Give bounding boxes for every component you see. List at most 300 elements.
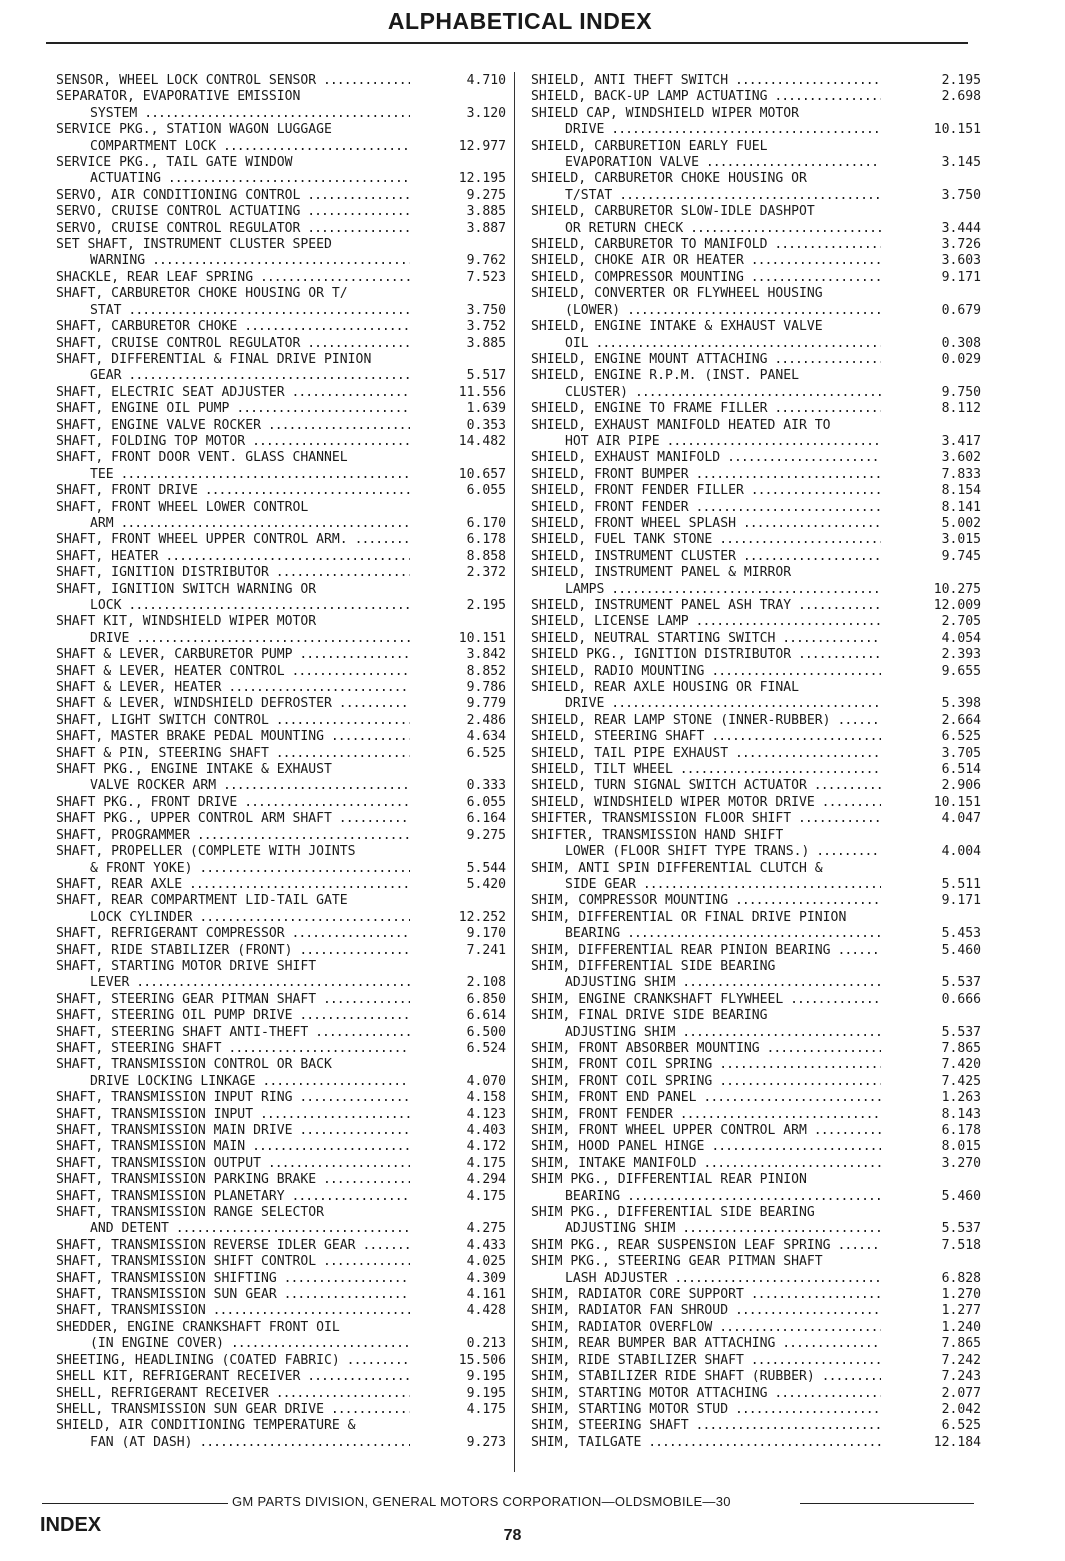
entry-label: SHIM, COMPRESSOR MOUNTING ..... — [531, 893, 881, 909]
index-entry — [56, 680, 506, 696]
entry-page-reference: 0.666 — [941, 991, 981, 1007]
index-entry — [531, 139, 981, 172]
entry-label: SHIELD, RADIO MOUNTING ..... — [531, 664, 881, 680]
entry-label: SHAFT, FRONT DOOR VENT. GLASS CHANNEL — [56, 450, 348, 466]
entry-page-reference: 6.178 — [941, 1123, 981, 1138]
entry-page-reference: 4.123 — [466, 1106, 506, 1122]
entry-page-reference: 3.145 — [941, 155, 981, 171]
entry-page-reference: 11.556 — [458, 384, 506, 400]
entry-page-reference: 3.750 — [466, 302, 506, 318]
entry-page-reference: 3.752 — [466, 319, 506, 335]
index-entry — [531, 680, 981, 713]
index-entry — [531, 795, 981, 811]
index-entry — [531, 1303, 981, 1319]
entry-page-reference: 4.294 — [466, 1172, 506, 1188]
footer-division-text: GM PARTS DIVISION, GENERAL MOTORS CORPORATION—OLDSMOBILE—30 — [232, 1494, 731, 1509]
entry-label: SHIM, STEERING SHAFT ..... — [531, 1418, 881, 1434]
entry-page-reference: 8.154 — [941, 483, 981, 499]
entry-page-reference: 3.270 — [941, 1155, 981, 1171]
entry-label: SHAFT, HEATER ..... — [56, 549, 410, 565]
entry-label: SHAFT, REAR AXLE ..... — [56, 877, 410, 893]
entry-label: SHIM, RADIATOR OVERFLOW ..... — [531, 1320, 881, 1336]
entry-page-reference: 3.417 — [941, 433, 981, 449]
entry-page-reference: 6.055 — [466, 483, 506, 499]
index-entry — [531, 1057, 981, 1073]
index-entry — [56, 729, 506, 745]
entry-label: SHAFT, REAR COMPARTMENT LID-TAIL GATE — [56, 893, 348, 909]
entry-label: SHAFT, STEERING SHAFT ANTI-THEFT ..... — [56, 1025, 410, 1041]
entry-label: SHIELD PKG., IGNITION DISTRIBUTOR ..... — [531, 647, 881, 663]
entry-label: SHIELD, CARBURETION EARLY FUEL — [531, 138, 768, 154]
index-entry — [531, 1320, 981, 1336]
entry-label-continuation: OR RETURN CHECK ..... — [531, 221, 881, 237]
entry-label: SHIM, ENGINE CRANKSHAFT FLYWHEEL ..... — [531, 992, 881, 1008]
entry-label: SHIM, DIFFERENTIAL SIDE BEARING — [531, 958, 776, 974]
index-entry — [531, 270, 981, 286]
entry-label: SHIELD, AIR CONDITIONING TEMPERATURE & — [56, 1418, 356, 1434]
entry-label: SHELL, TRANSMISSION SUN GEAR DRIVE ..... — [56, 1402, 410, 1418]
entry-label: SHAFT, TRANSMISSION PARKING BRAKE ..... — [56, 1172, 410, 1188]
entry-label: SHIELD, ENGINE R.P.M. (INST. PANEL — [531, 368, 800, 384]
entry-label: SHAFT, TRANSMISSION INPUT RING ..... — [56, 1090, 410, 1106]
entry-page-reference: 5.537 — [941, 1024, 981, 1040]
entry-label: SHIM, FRONT WHEEL UPPER CONTROL ARM ..... — [531, 1123, 881, 1139]
index-entry — [56, 582, 506, 615]
index-entry — [56, 1271, 506, 1287]
entry-label: SHAFT, ENGINE OIL PUMP ..... — [56, 401, 410, 417]
entry-page-reference: 2.486 — [466, 712, 506, 728]
entry-page-reference: 6.850 — [466, 991, 506, 1007]
index-entry — [56, 811, 506, 827]
entry-page-reference: 6.500 — [466, 1024, 506, 1040]
index-entry — [531, 368, 981, 401]
entry-label: SHIELD, TILT WHEEL ..... — [531, 762, 881, 778]
entry-label-continuation: LOWER (FLOOR SHIFT TYPE TRANS.) ..... — [531, 844, 881, 860]
entry-label: SHIELD, CARBURETOR TO MANIFOLD ..... — [531, 237, 881, 253]
entry-page-reference: 7.242 — [941, 1352, 981, 1368]
index-entry — [56, 1123, 506, 1139]
entry-page-reference: 7.523 — [466, 269, 506, 285]
entry-label: SERVO, CRUISE CONTROL REGULATOR ..... — [56, 221, 410, 237]
index-entry — [531, 762, 981, 778]
entry-page-reference: 3.444 — [941, 220, 981, 236]
index-entry — [56, 155, 506, 188]
index-entry — [531, 1287, 981, 1303]
entry-label-continuation: LEVER ..... — [56, 975, 410, 991]
entry-label: SHAFT, FRONT DRIVE ..... — [56, 483, 410, 499]
entry-label: SHAFT, TRANSMISSION MAIN ..... — [56, 1139, 410, 1155]
entry-label: SHAFT, IGNITION DISTRIBUTOR ..... — [56, 565, 410, 581]
entry-page-reference: 3.750 — [941, 187, 981, 203]
entry-label: SHAFT & LEVER, HEATER CONTROL ..... — [56, 664, 410, 680]
index-entry — [531, 910, 981, 943]
entry-page-reference: 5.398 — [941, 696, 981, 712]
entry-label: SHIELD, CHOKE AIR OR HEATER ..... — [531, 253, 881, 269]
entry-label: SHELL KIT, REFRIGERANT RECEIVER ..... — [56, 1369, 410, 1385]
entry-label: SHAFT, FRONT WHEEL UPPER CONTROL ARM. ..... — [56, 532, 410, 548]
entry-label: SHIELD, EXHAUST MANIFOLD ..... — [531, 450, 881, 466]
entry-label: SENSOR, WHEEL LOCK CONTROL SENSOR ..... — [56, 73, 410, 89]
entry-page-reference: 10.151 — [933, 794, 981, 810]
entry-label: SHIELD, BACK-UP LAMP ACTUATING ..... — [531, 89, 881, 105]
index-entry — [56, 450, 506, 483]
entry-label: SHIM PKG., DIFFERENTIAL REAR PINION — [531, 1172, 807, 1188]
index-entry — [56, 1008, 506, 1024]
entry-page-reference: 12.195 — [458, 171, 506, 187]
entry-page-reference: 4.175 — [466, 1188, 506, 1204]
entry-page-reference: 6.524 — [466, 1040, 506, 1056]
index-entry — [56, 943, 506, 959]
entry-label-continuation: BEARING ..... — [531, 926, 881, 942]
entry-page-reference: 14.482 — [458, 433, 506, 449]
index-entry — [56, 549, 506, 565]
entry-page-reference: 4.158 — [466, 1090, 506, 1106]
index-entry — [531, 401, 981, 417]
index-entry — [531, 992, 981, 1008]
entry-page-reference: 10.275 — [933, 581, 981, 597]
entry-page-reference: 9.195 — [466, 1369, 506, 1385]
entry-label: SHAFT, FOLDING TOP MOTOR ..... — [56, 434, 410, 450]
index-entry — [531, 746, 981, 762]
index-entry — [531, 1123, 981, 1139]
entry-label: SHIM, FRONT ABSORBER MOUNTING ..... — [531, 1041, 881, 1057]
entry-label: SHIELD, ENGINE TO FRAME FILLER ..... — [531, 401, 881, 417]
entry-label: SHACKLE, REAR LEAF SPRING ..... — [56, 270, 410, 286]
index-entry — [56, 1205, 506, 1238]
entry-label: SHIELD, COMPRESSOR MOUNTING ..... — [531, 270, 881, 286]
entry-label: SHAFT & PIN, STEERING SHAFT ..... — [56, 746, 410, 762]
index-column-right — [531, 73, 981, 1451]
index-entry — [531, 89, 981, 105]
entry-page-reference: 9.275 — [466, 827, 506, 843]
entry-label-continuation: T/STAT ..... — [531, 188, 881, 204]
entry-label: SHAFT & LEVER, CARBURETOR PUMP ..... — [56, 647, 410, 663]
entry-label: SHIELD, TURN SIGNAL SWITCH ACTUATOR ..... — [531, 778, 881, 794]
entry-page-reference: 4.047 — [941, 811, 981, 827]
entry-page-reference: 0.308 — [941, 335, 981, 351]
entry-page-reference: 12.184 — [933, 1434, 981, 1450]
entry-page-reference: 3.887 — [466, 220, 506, 236]
index-column-left — [56, 73, 506, 1451]
entry-page-reference: 0.353 — [466, 417, 506, 433]
index-entry — [531, 204, 981, 237]
index-entry — [531, 1156, 981, 1172]
entry-label: SHIELD, CARBURETOR CHOKE HOUSING OR — [531, 171, 807, 187]
entry-label: SHIM PKG., DIFFERENTIAL SIDE BEARING — [531, 1205, 815, 1221]
entry-label-continuation: LASH ADJUSTER ..... — [531, 1271, 881, 1287]
index-entry — [56, 319, 506, 335]
index-entry — [531, 598, 981, 614]
index-entry — [531, 729, 981, 745]
entry-label: SHIELD CAP, WINDSHIELD WIPER MOTOR — [531, 105, 800, 121]
index-entry — [531, 1402, 981, 1418]
entry-page-reference: 3.602 — [941, 450, 981, 466]
entry-label: SHIFTER, TRANSMISSION FLOOR SHIFT ..... — [531, 811, 881, 827]
entry-label-continuation: (LOWER) ..... — [531, 303, 881, 319]
entry-label-continuation: DRIVE ..... — [531, 696, 881, 712]
entry-page-reference: 8.852 — [466, 663, 506, 679]
index-entry — [531, 549, 981, 565]
entry-page-reference: 10.657 — [458, 466, 506, 482]
index-entry — [531, 1008, 981, 1041]
index-entry — [56, 795, 506, 811]
index-entry — [56, 532, 506, 548]
entry-label-continuation: OIL ..... — [531, 336, 881, 352]
entry-page-reference: 2.077 — [941, 1385, 981, 1401]
entry-page-reference: 7.425 — [941, 1073, 981, 1089]
entry-page-reference: 4.428 — [466, 1303, 506, 1319]
entry-page-reference: 2.195 — [941, 73, 981, 88]
entry-label: SHIM, TAILGATE ..... — [531, 1435, 881, 1451]
entry-label-continuation: ADJUSTING SHIM ..... — [531, 1025, 881, 1041]
index-entry — [531, 450, 981, 466]
entry-page-reference: 3.015 — [941, 532, 981, 548]
index-entry — [56, 1139, 506, 1155]
index-entry — [531, 1418, 981, 1434]
entry-page-reference: 6.525 — [466, 745, 506, 761]
entry-page-reference: 0.213 — [466, 1336, 506, 1352]
entry-page-reference: 3.705 — [941, 745, 981, 761]
entry-label: SERVO, CRUISE CONTROL ACTUATING ..... — [56, 204, 410, 220]
entry-label: SHAFT, STEERING SHAFT ..... — [56, 1041, 410, 1057]
entry-label: SERVICE PKG., TAIL GATE WINDOW — [56, 155, 293, 171]
entry-label: SHAFT & LEVER, WINDSHIELD DEFROSTER ..... — [56, 696, 410, 712]
entry-label: SHAFT, LIGHT SWITCH CONTROL ..... — [56, 713, 410, 729]
index-entry — [531, 237, 981, 253]
index-entry — [56, 959, 506, 992]
entry-page-reference: 9.273 — [466, 1434, 506, 1450]
entry-page-reference: 0.029 — [941, 351, 981, 367]
entry-page-reference: 5.460 — [941, 1188, 981, 1204]
entry-label: SHAFT, CRUISE CONTROL REGULATOR ..... — [56, 336, 410, 352]
entry-label: SHAFT, TRANSMISSION SUN GEAR ..... — [56, 1287, 410, 1303]
entry-page-reference: 6.178 — [466, 532, 506, 548]
entry-label: SHAFT, ENGINE VALVE ROCKER ..... — [56, 418, 410, 434]
entry-page-reference: 7.865 — [941, 1040, 981, 1056]
index-entry — [531, 631, 981, 647]
column-divider — [514, 72, 515, 1472]
entry-label-continuation: (IN ENGINE COVER) ..... — [56, 1336, 410, 1352]
entry-page-reference: 4.634 — [466, 729, 506, 745]
entry-label: SHAFT, TRANSMISSION RANGE SELECTOR — [56, 1205, 325, 1221]
entry-label-continuation: SYSTEM ..... — [56, 106, 410, 122]
entry-page-reference: 6.525 — [941, 1418, 981, 1434]
entry-page-reference: 6.525 — [941, 729, 981, 745]
entry-page-reference: 6.170 — [466, 515, 506, 531]
entry-label-continuation: LOCK ..... — [56, 598, 410, 614]
section-label: INDEX — [40, 1514, 102, 1536]
index-entry — [56, 762, 506, 795]
entry-label: SHAFT, STEERING OIL PUMP DRIVE ..... — [56, 1008, 410, 1024]
entry-label: SHAFT, TRANSMISSION REVERSE IDLER GEAR ..... — [56, 1238, 410, 1254]
entry-label: SHIELD, REAR AXLE HOUSING OR FINAL — [531, 680, 800, 696]
entry-page-reference: 9.655 — [941, 663, 981, 679]
index-entry — [56, 828, 506, 844]
entry-page-reference: 3.603 — [941, 253, 981, 269]
entry-page-reference: 4.172 — [466, 1139, 506, 1155]
index-entry — [531, 614, 981, 630]
entry-page-reference: 9.745 — [941, 548, 981, 564]
index-entry — [56, 418, 506, 434]
index-entry — [56, 434, 506, 450]
index-entry — [56, 204, 506, 220]
entry-page-reference: 9.762 — [466, 253, 506, 269]
entry-label: SHELL, REFRIGERANT RECEIVER ..... — [56, 1386, 410, 1402]
entry-page-reference: 9.786 — [466, 680, 506, 696]
entry-page-reference: 2.042 — [941, 1401, 981, 1417]
entry-page-reference: 1.270 — [941, 1287, 981, 1303]
index-entry — [531, 861, 981, 894]
entry-label: SHIELD, TAIL PIPE EXHAUST ..... — [531, 746, 881, 762]
entry-page-reference: 5.460 — [941, 942, 981, 958]
entry-label-continuation: ADJUSTING SHIM ..... — [531, 975, 881, 991]
index-entry — [56, 1107, 506, 1123]
entry-label: SHIELD, FRONT BUMPER ..... — [531, 467, 881, 483]
index-entry — [56, 1189, 506, 1205]
entry-label: SHIM, FRONT COIL SPRING ..... — [531, 1074, 881, 1090]
entry-page-reference: 4.070 — [466, 1073, 506, 1089]
entry-page-reference: 4.004 — [941, 844, 981, 860]
entry-label-continuation: LOCK CYLINDER ..... — [56, 910, 410, 926]
index-entry — [56, 1369, 506, 1385]
entry-label: SHIFTER, TRANSMISSION HAND SHIFT — [531, 827, 784, 843]
entry-label: SHAFT PKG., ENGINE INTAKE & EXHAUST — [56, 762, 332, 778]
entry-label-continuation: & FRONT YOKE) ..... — [56, 861, 410, 877]
index-entry — [56, 614, 506, 647]
entry-page-reference: 1.277 — [941, 1303, 981, 1319]
index-entry — [56, 89, 506, 122]
entry-label: SHAFT, TRANSMISSION SHIFT CONTROL ..... — [56, 1254, 410, 1270]
entry-page-reference: 7.865 — [941, 1336, 981, 1352]
index-entry — [531, 73, 981, 89]
index-entry — [531, 943, 981, 959]
entry-page-reference: 8.112 — [941, 401, 981, 417]
entry-label: SHIELD, ENGINE INTAKE & EXHAUST VALVE — [531, 319, 823, 335]
entry-page-reference: 4.275 — [466, 1221, 506, 1237]
entry-label: SHIM, DIFFERENTIAL REAR PINION BEARING ..... — [531, 943, 881, 959]
entry-page-reference: 5.537 — [941, 1221, 981, 1237]
entry-label: SHIELD, NEUTRAL STARTING SWITCH ..... — [531, 631, 881, 647]
entry-label-continuation: DRIVE ..... — [56, 631, 410, 647]
index-entry — [531, 647, 981, 663]
entry-label-continuation: CLUSTER) ..... — [531, 385, 881, 401]
index-entry — [56, 286, 506, 319]
index-entry — [531, 893, 981, 909]
entry-label: SHIM, INTAKE MANIFOLD ..... — [531, 1156, 881, 1172]
entry-label-continuation: DRIVE LOCKING LINKAGE ..... — [56, 1074, 410, 1090]
entry-page-reference: 3.885 — [466, 204, 506, 220]
entry-label: SHIELD, REAR LAMP STONE (INNER-RUBBER) ..... — [531, 713, 881, 729]
index-entry — [56, 188, 506, 204]
index-entry — [531, 418, 981, 451]
entry-page-reference: 0.679 — [941, 302, 981, 318]
index-entry — [531, 1369, 981, 1385]
entry-label: SHIELD, FRONT FENDER ..... — [531, 500, 881, 516]
entry-label-continuation: TEE ..... — [56, 467, 410, 483]
entry-label: SHAFT, TRANSMISSION CONTROL OR BACK — [56, 1057, 332, 1073]
entry-label: SHIELD, ANTI THEFT SWITCH ..... — [531, 73, 881, 89]
entry-page-reference: 1.263 — [941, 1090, 981, 1106]
entry-page-reference: 8.015 — [941, 1139, 981, 1155]
entry-page-reference: 4.403 — [466, 1123, 506, 1138]
index-entry — [531, 483, 981, 499]
entry-page-reference: 2.698 — [941, 89, 981, 105]
entry-page-reference: 10.151 — [933, 122, 981, 138]
entry-page-reference: 4.161 — [466, 1287, 506, 1303]
entry-label: SHAFT, TRANSMISSION OUTPUT ..... — [56, 1156, 410, 1172]
entry-label-continuation: HOT AIR PIPE ..... — [531, 434, 881, 450]
entry-label: SHIELD, INSTRUMENT PANEL & MIRROR — [531, 565, 792, 581]
index-entry — [56, 877, 506, 893]
index-entry — [531, 500, 981, 516]
entry-page-reference: 2.195 — [466, 598, 506, 613]
entry-page-reference: 3.726 — [941, 237, 981, 253]
entry-label: SHAFT KIT, WINDSHIELD WIPER MOTOR — [56, 614, 317, 630]
index-entry — [531, 828, 981, 861]
index-entry — [56, 1041, 506, 1057]
title-rule — [46, 42, 968, 44]
entry-page-reference: 4.054 — [941, 630, 981, 646]
entry-label: SHIELD, EXHAUST MANIFOLD HEATED AIR TO — [531, 417, 831, 433]
entry-label: SHIELD, FRONT WHEEL SPLASH ..... — [531, 516, 881, 532]
entry-label: SHIM, ANTI SPIN DIFFERENTIAL CLUTCH & — [531, 860, 823, 876]
index-entry — [56, 1386, 506, 1402]
entry-label-continuation: ADJUSTING SHIM ..... — [531, 1221, 881, 1237]
entry-label: SHAFT, CARBURETOR CHOKE HOUSING OR T/ — [56, 286, 348, 302]
entry-label: SHAFT PKG., UPPER CONTROL ARM SHAFT ..... — [56, 811, 410, 827]
entry-page-reference: 5.544 — [466, 860, 506, 876]
entry-label: SHAFT, CARBURETOR CHOKE ..... — [56, 319, 410, 335]
entry-label: SHAFT, STARTING MOTOR DRIVE SHIFT — [56, 958, 317, 974]
entry-page-reference: 12.252 — [458, 909, 506, 925]
entry-page-reference: 2.906 — [941, 778, 981, 794]
index-entry — [56, 926, 506, 942]
index-entry — [531, 532, 981, 548]
entry-label-continuation: VALVE ROCKER ARM ..... — [56, 778, 410, 794]
index-entry — [531, 352, 981, 368]
index-entry — [531, 1386, 981, 1402]
index-entry — [531, 253, 981, 269]
index-entry — [531, 713, 981, 729]
entry-label: SERVICE PKG., STATION WAGON LUGGAGE — [56, 122, 332, 138]
index-entry — [531, 1435, 981, 1451]
index-entry — [56, 270, 506, 286]
entry-label: SHAFT, PROPELLER (COMPLETE WITH JOINTS — [56, 844, 356, 860]
index-entry — [531, 1353, 981, 1369]
index-entry — [531, 778, 981, 794]
index-entry — [531, 811, 981, 827]
index-entry — [56, 1090, 506, 1106]
entry-label: SHIELD, FUEL TANK STONE ..... — [531, 532, 881, 548]
entry-page-reference: 6.164 — [466, 811, 506, 827]
entry-label: SHIELD, LICENSE LAMP ..... — [531, 614, 881, 630]
page-title: ALPHABETICAL INDEX — [387, 8, 653, 34]
entry-label: SHEDDER, ENGINE CRANKSHAFT FRONT OIL — [56, 1319, 340, 1335]
entry-label: SHAFT PKG., FRONT DRIVE ..... — [56, 795, 410, 811]
index-entry — [56, 1156, 506, 1172]
entry-page-reference: 1.639 — [466, 401, 506, 417]
index-entry — [56, 1287, 506, 1303]
index-entry — [531, 1205, 981, 1238]
entry-label: SHAFT, DIFFERENTIAL & FINAL DRIVE PINION — [56, 351, 372, 367]
index-entry — [56, 1303, 506, 1319]
index-entry — [56, 73, 506, 89]
entry-page-reference: 9.750 — [941, 384, 981, 400]
entry-label: SET SHAFT, INSTRUMENT CLUSTER SPEED — [56, 237, 332, 253]
entry-page-reference: 5.002 — [941, 515, 981, 531]
index-entry — [531, 1139, 981, 1155]
page-number: 78 — [503, 1527, 522, 1544]
